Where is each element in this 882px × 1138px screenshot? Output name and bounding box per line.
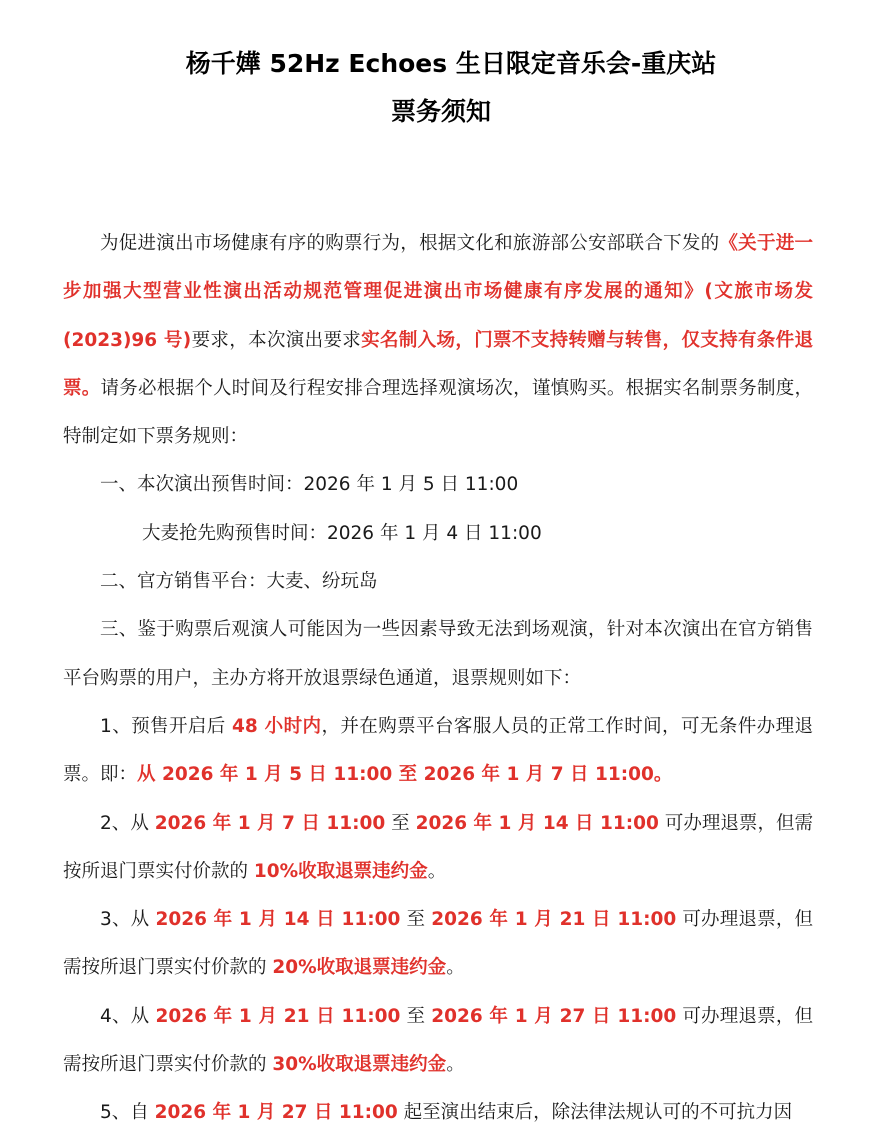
intro-text-2: 要求，本次演出要求 — [191, 329, 362, 351]
realname-requirement: 实名制入场，门票不支持转赠与转售，仅支持有条件退票。 — [63, 329, 813, 399]
rule-5-start: 2026 年 1 月 27 日 11:00 — [154, 1102, 398, 1124]
rule-3-text-a: 3、从 — [100, 909, 156, 931]
priority-presale-time: 大麦抢先购预售时间：2026 年 1 月 4 日 11:00 — [142, 522, 542, 544]
rule-5-text-a: 5、自 — [100, 1102, 155, 1124]
rule-2-text-e: 可办理退票，但需按所退门票实付价款的 — [63, 812, 814, 882]
rule-2-text-a: 2、从 — [100, 812, 155, 834]
rule-3-end: 2026 年 1 月 21 日 11:00 — [431, 909, 677, 931]
rule-3-start: 2026 年 1 月 14 日 11:00 — [155, 909, 401, 931]
rule-4-text-e: 可办理退票，但需按所退门票实付价款的 — [63, 1005, 814, 1076]
rule-2-fee: 10%收取退票违约金 — [253, 860, 428, 882]
rule-1-window: 48 小时内 — [232, 715, 322, 737]
refund-rule-2 — [63, 800, 813, 897]
rule-3-text-g: 。 — [446, 957, 465, 979]
refund-rule-1 — [63, 703, 813, 800]
rule-3-text-c: 至 — [400, 909, 432, 931]
sales-platform: 二、官方销售平台：大麦、纷玩岛 — [100, 571, 378, 593]
rule-1-period: 从 2026 年 1 月 5 日 11:00 至 2026 年 1 月 7 日 11:00。 — [137, 764, 673, 786]
rule-2-text-g: 。 — [427, 860, 447, 882]
rule-4-text-a: 4、从 — [100, 1005, 156, 1027]
rule-2-text-c: 至 — [385, 812, 416, 834]
refund-intro: 三、鉴于购票后观演人可能因为一些因素导致无法到场观演，针对本次演出在官方销售平台购票的用户，主办方将开放退票绿色通道，退票规则如下： — [63, 619, 813, 689]
rule-1-text-c: ，并在购票平台客服人员的正常工作时间，可无条件办理退票。即： — [63, 715, 814, 786]
rule-4-text-c: 至 — [400, 1005, 432, 1027]
rule-4-text-g: 。 — [446, 1054, 465, 1076]
rule-1-text-a: 1、预售开启后 — [100, 715, 233, 737]
refund-rule-5 — [63, 1089, 813, 1137]
intro-text-1: 为促进演出市场健康有序的购票行为，根据文化和旅游部公安部联合下发的 — [100, 233, 720, 254]
rule-3-fee: 20%收取退票违约金 — [272, 957, 447, 979]
document-title: 杨千嬅 52Hz Echoes 生日限定音乐会-重庆站 — [185, 49, 717, 78]
rule-3-text-e: 可办理退票，但需按所退门票实付价款的 — [63, 909, 814, 979]
document-subtitle: 票务须知 — [390, 97, 491, 126]
rule-4-end: 2026 年 1 月 27 日 11:00 — [431, 1005, 677, 1027]
notice-reference: 《关于进一步加强大型营业性演出活动规范管理促进演出市场健康有序发展的通知》(文旅市场发(2023)96 号) — [63, 233, 813, 351]
intro-text-3: 请务必根据个人时间及行程安排合理选择观演场次，谨慎购买。根据实名制票务制度，特制定如下票务规则： — [63, 377, 813, 448]
rule-2-start: 2026 年 1 月 7 日 11:00 — [154, 812, 386, 834]
rule-4-fee: 30%收取退票违约金 — [272, 1054, 447, 1076]
document-body — [63, 220, 813, 1138]
rule-4-start: 2026 年 1 月 21 日 11:00 — [155, 1005, 401, 1027]
rule-2-end: 2026 年 1 月 14 日 11:00 — [415, 812, 659, 834]
refund-rule-3 — [63, 896, 813, 993]
rule-5-text-c: 起至演出结束后，除法律法规认可的不可抗力因 — [397, 1102, 793, 1124]
intro-paragraph — [63, 220, 813, 461]
presale-time: 一、本次演出预售时间：2026 年 1 月 5 日 11:00 — [100, 474, 519, 496]
refund-rule-4 — [63, 993, 813, 1090]
